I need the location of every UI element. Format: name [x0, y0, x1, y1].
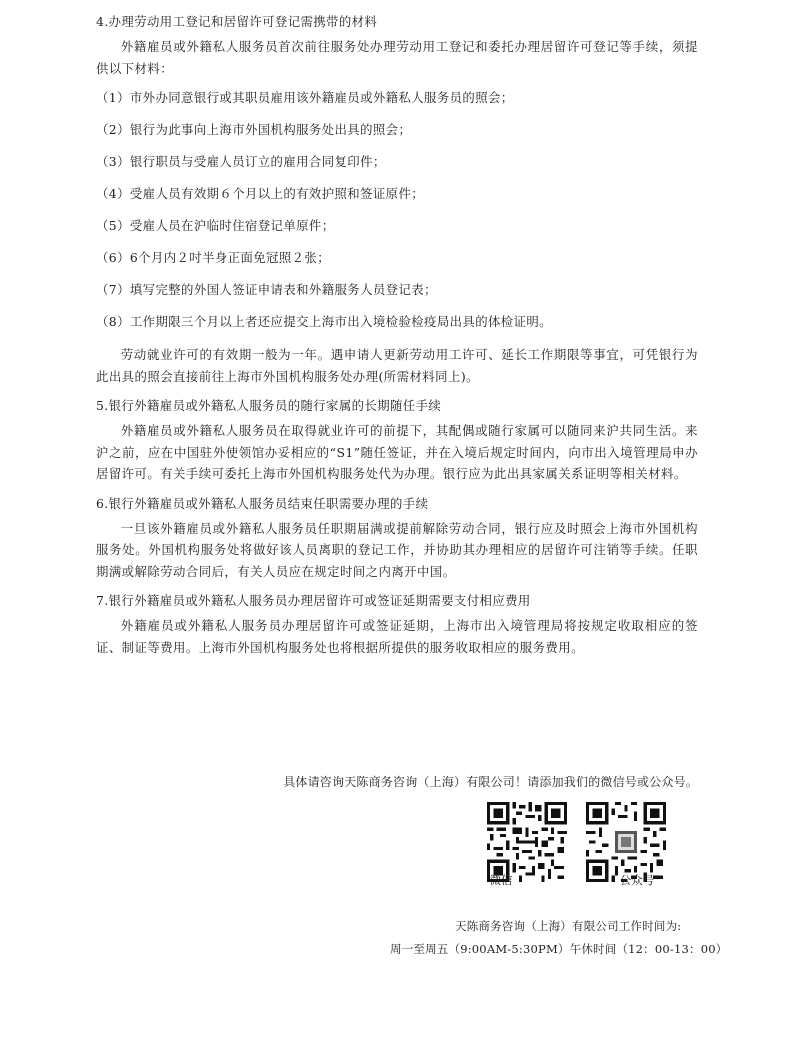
wechat-qr-label: 微信 [489, 873, 513, 887]
section-5-body: 外籍雇员或外籍私人服务员在取得就业许可的前提下，其配偶或随行家属可以随同来沪共同生活。来沪之前，应在中国驻外使领馆办妥相应的“S1”随任签证，并在入境后规定时间内，向市出入境管理局申办居留许可。有关手续可委托上海市外国机构服务处代为办理。银行应为此出具家属关系证明等相关材料。 [96, 423, 698, 481]
section-4-intro: 外籍雇员或外籍私人服务员首次前往服务处办理劳动用工登记和委托办理居留许可登记等手续，须提供以下材料： [96, 39, 698, 76]
section-6-heading: 6.银行外籍雇员或外籍私人服务员结束任职需要办理的手续 [96, 495, 429, 511]
material-item-2: （2）银行为此事向上海市外国机构服务处出具的照会； [96, 122, 412, 137]
material-item-1: （1）市外办同意银行或其职员雇用该外籍雇员或外籍私人服务员的照会； [96, 90, 514, 105]
working-hours-detail: 周一至周五（9:00AM-5:30PM）午休时间（12：00-13：00） [390, 942, 728, 956]
material-item-7: （7）填写完整的外国人签证申请表和外籍服务人员登记表； [96, 282, 437, 297]
section-4-heading: 4.办理劳动用工登记和居留许可登记需携带的材料 [96, 14, 378, 29]
document-body [96, 12, 698, 667]
official-account-qr-icon [586, 802, 666, 882]
material-item-8: （8）工作期限三个月以上者还应提交上海市出入境检验检疫局出具的体检证明。 [96, 314, 552, 329]
section-4-closing: 劳动就业许可的有效期一般为一年。遇申请人更新劳动用工许可、延长工作期限等事宜，可凭银行为此出具的照会直接前往上海市外国机构服务处办理(所需材料同上)。 [96, 347, 698, 384]
material-item-4: （4）受雇人员有效期６个月以上的有效护照和签证原件； [96, 186, 425, 201]
section-5-heading: 5.银行外籍雇员或外籍私人服务员的随行家属的长期随任手续 [96, 398, 442, 413]
working-hours-title: 天陈商务咨询（上海）有限公司工作时间为: [455, 919, 682, 933]
contact-line: 具体请咨询天陈商务咨询（上海）有限公司！请添加我们的微信号或公众号。 [283, 775, 698, 789]
wechat-qr-icon [487, 802, 567, 882]
material-item-3: （3）银行职员与受雇人员订立的雇用合同复印件； [96, 154, 386, 169]
section-7-body: 外籍雇员或外籍私人服务员办理居留许可或签证延期，上海市出入境管理局将按规定收取相应的签证、制证等费用。上海市外国机构服务处也将根据所提供的服务收取相应的服务费用。 [96, 618, 698, 655]
material-item-6: （6）6个月内２吋半身正面免冠照２张； [96, 250, 331, 265]
wechat-qr-code [487, 802, 567, 882]
section-7-heading: 7.银行外籍雇员或外籍私人服务员办理居留许可或签证延期需要支付相应费用 [96, 593, 531, 608]
section-6-body: 一旦该外籍雇员或外籍私人服务员任职期届满或提前解除劳动合同，银行应及时照会上海市外国机构服务处。外国机构服务处将做好该人员离职的登记工作，并协助其办理相应的居留许可注销等手续。任职期满或解除劳动合同后，有关人员应在规定时间之内离开中国。 [96, 520, 698, 579]
official-account-qr-code [586, 802, 666, 882]
official-account-qr-label: 公众号 [619, 873, 655, 887]
material-item-5: （5）受雇人员在沪临时住宿登记单原件； [96, 218, 335, 233]
